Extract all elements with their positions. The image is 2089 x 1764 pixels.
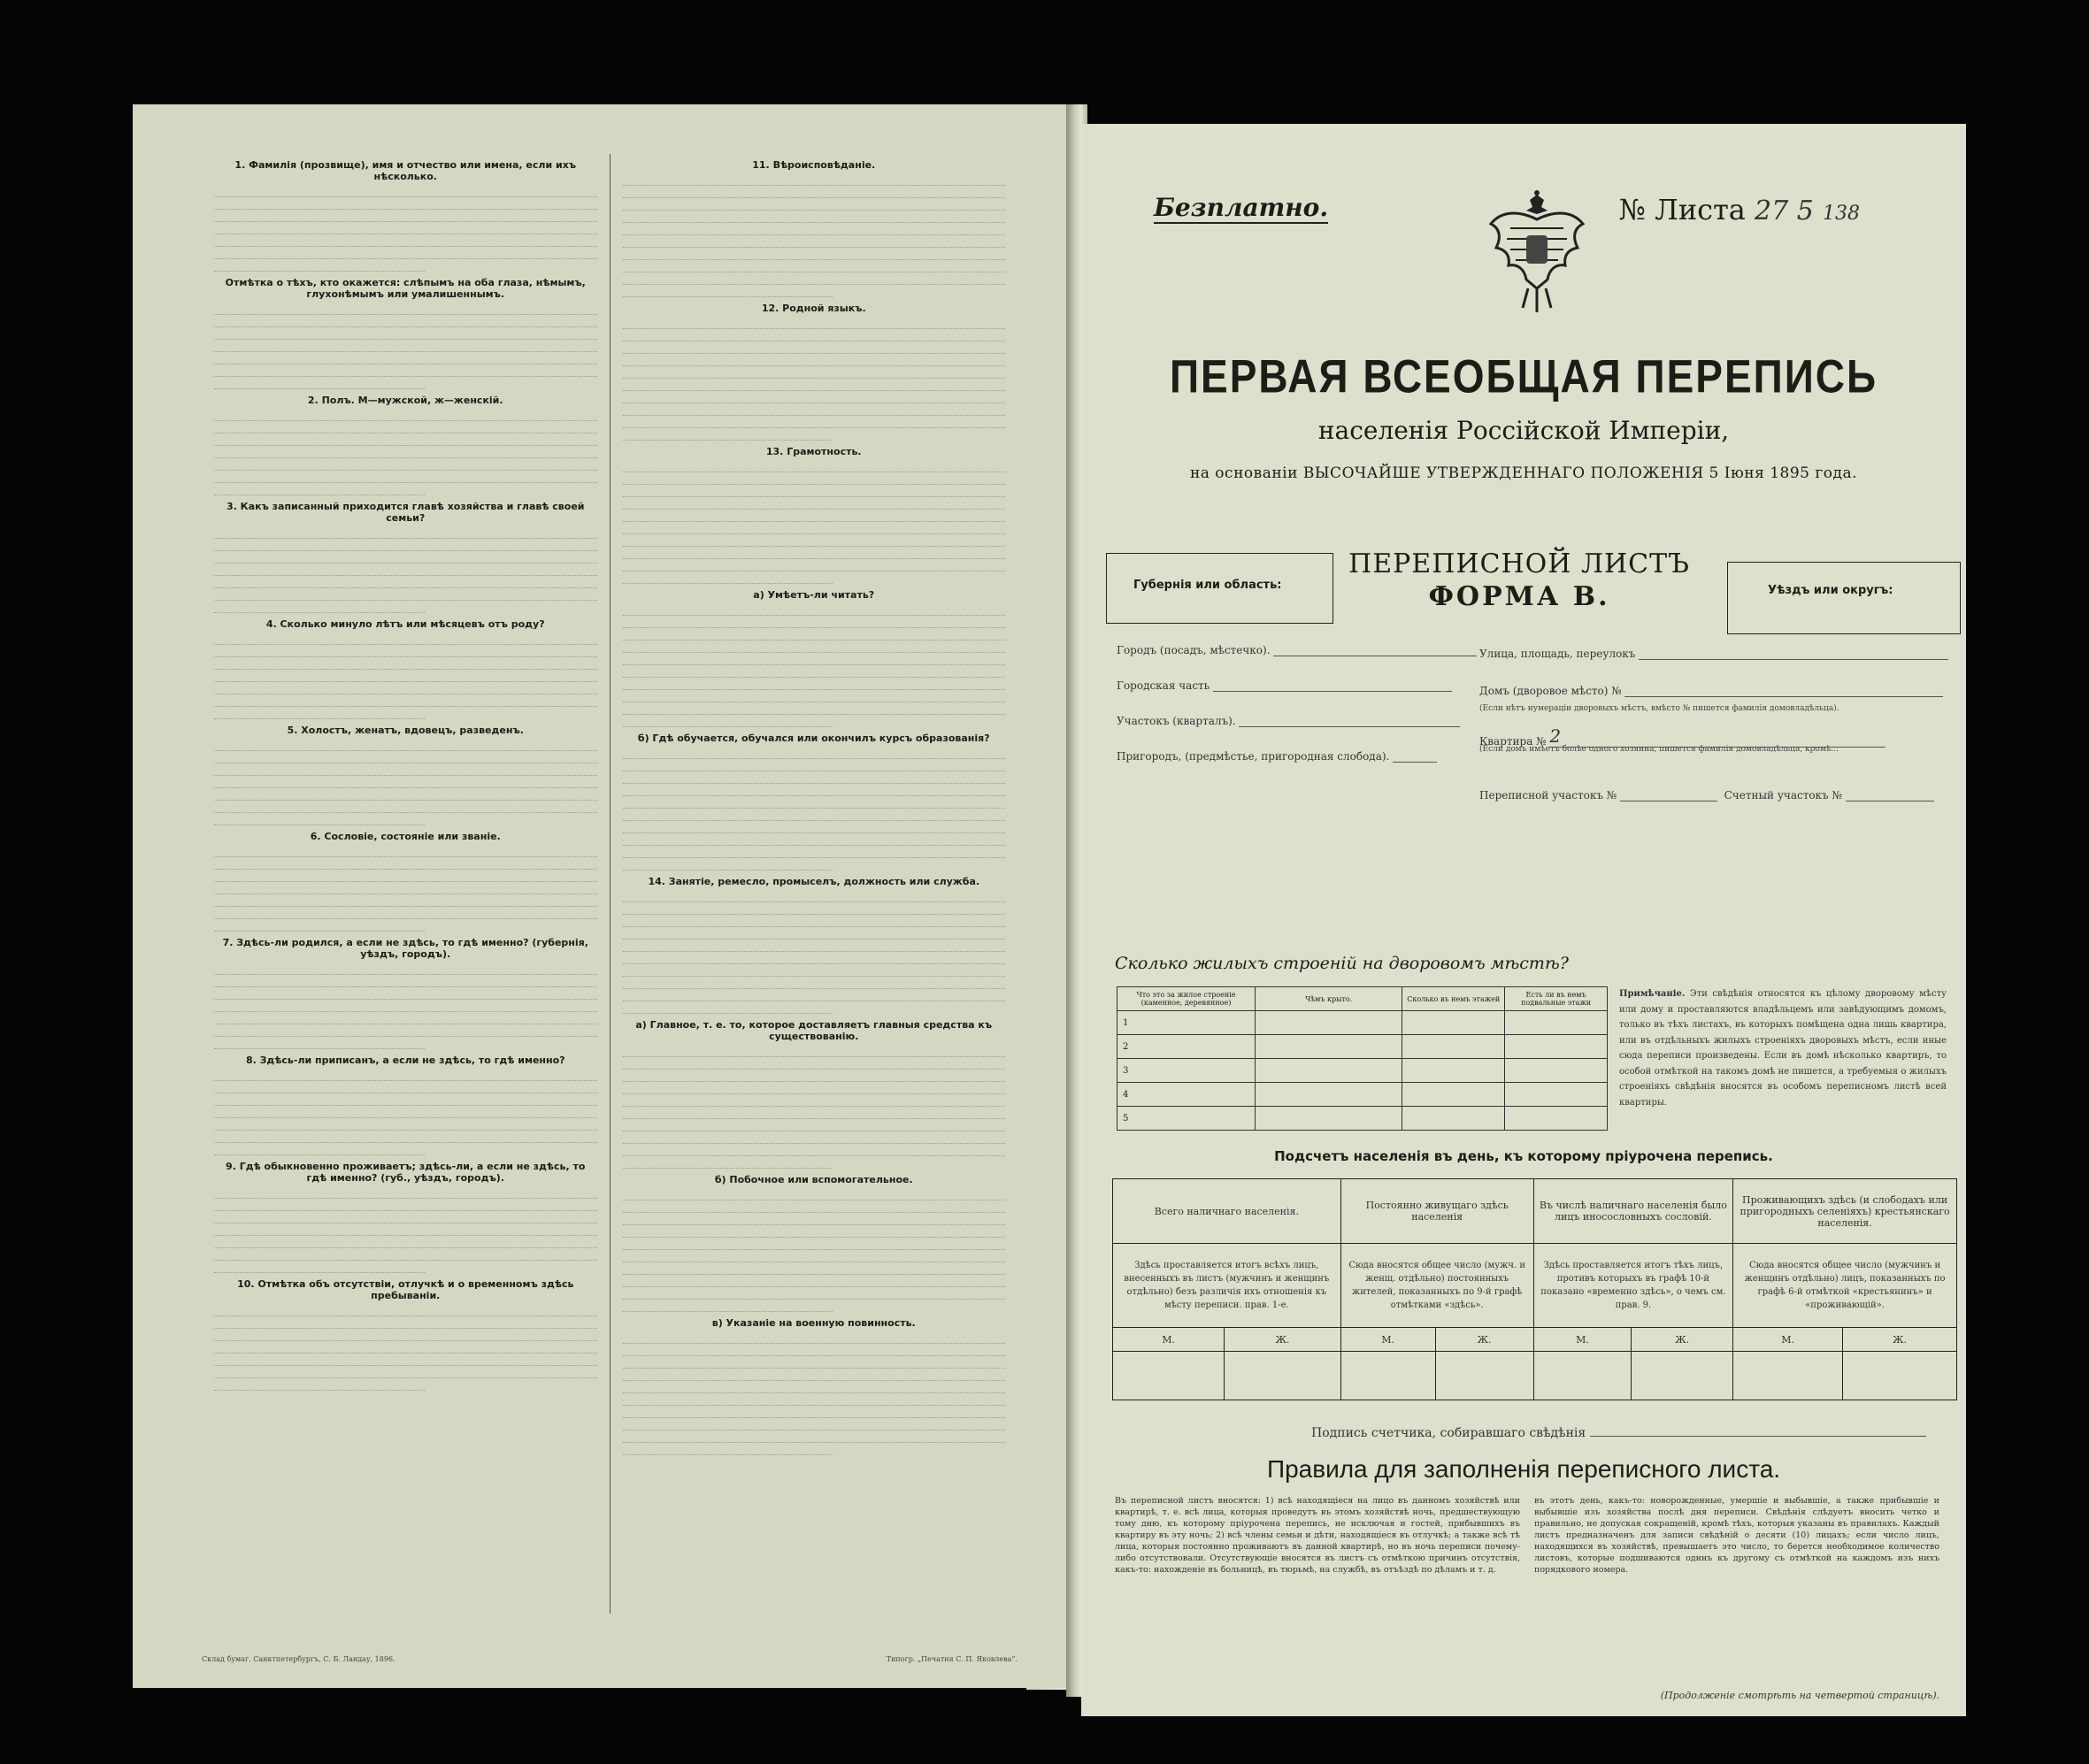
instruction-heading: Отмѣтка о тѣхъ, кто окажется: слѣпымъ на оба глаза, нѣмымъ, глухонѣмымъ или умалишеннымъ. bbox=[225, 277, 586, 300]
female-count-cell[interactable] bbox=[1843, 1352, 1957, 1400]
buildings-row bbox=[1117, 1011, 1608, 1035]
buildings-cell[interactable] bbox=[1402, 1083, 1505, 1107]
enumerator-signature[interactable]: Подпись счетчика, собиравшаго свѣдѣнія bbox=[1311, 1426, 1926, 1440]
instruction-heading: 2. Полъ. М—мужской, ж—женскій. bbox=[307, 395, 503, 406]
instruction-heading: б) Гдѣ обучается, обучался или окончилъ курсъ образованія? bbox=[637, 732, 990, 744]
buildings-cell[interactable] bbox=[1402, 1059, 1505, 1083]
buildings-row bbox=[1117, 1083, 1608, 1107]
instruction-text-block bbox=[623, 461, 1006, 584]
form-title: ПЕРЕПИСНОЙ ЛИСТЪ bbox=[1348, 548, 1690, 579]
male-col-label: М. bbox=[1113, 1328, 1225, 1352]
female-col-label: Ж. bbox=[1435, 1328, 1533, 1352]
instruction-columns bbox=[202, 154, 1018, 1614]
population-col-header: Въ числѣ наличнаго населенія было лицъ иносословныхъ сословій. bbox=[1533, 1179, 1732, 1244]
buildings-col-basement: Есть ли въ немъ подвальные этажи bbox=[1505, 987, 1608, 1011]
population-col-description: Сюда вносятся общее число (мужчинъ и женщинъ отдѣльно) лицъ, показанныхъ по графѣ 6-й отмѣткой «крестьянинъ» и «проживающій». bbox=[1733, 1244, 1957, 1328]
instruction-text-block bbox=[214, 1187, 597, 1273]
uezd-box bbox=[1727, 562, 1961, 634]
form-letter: ФОРМА В. bbox=[1428, 581, 1610, 612]
apartment-field[interactable]: Квартира № 2 bbox=[1479, 725, 1885, 748]
census-subtitle: населенія Россійской Имперіи, bbox=[1317, 416, 1730, 445]
instruction-text-block bbox=[623, 1332, 1006, 1455]
buildings-cell[interactable] bbox=[1256, 1083, 1402, 1107]
imperial-eagle-emblem-icon bbox=[1484, 184, 1590, 317]
census-legal-basis: на основаніи ВЫСОЧАЙШЕ УТВЕРЖДЕННАГО ПОЛОЖЕНІЯ 5 Іюня 1895 года. bbox=[1189, 464, 1858, 482]
buildings-cell[interactable] bbox=[1256, 1011, 1402, 1035]
instruction-text-block bbox=[623, 604, 1006, 727]
instruction-heading: 7. Здѣсь-ли родился, а если не здѣсь, то гдѣ именно? (губернія, уѣздъ, городъ). bbox=[222, 937, 588, 960]
city-part-field[interactable]: Городская часть bbox=[1117, 679, 1452, 692]
buildings-table bbox=[1117, 986, 1608, 1131]
city-field[interactable]: Городъ (посадъ, мѣстечко). bbox=[1117, 644, 1477, 656]
houses-question: Сколько жилыхъ строеній на дворовомъ мѣстѣ? bbox=[1115, 954, 1569, 973]
uezd-label: Уѣздъ или округъ: bbox=[1768, 584, 1893, 597]
sheet-number-handwritten: 27 5 bbox=[1755, 196, 1814, 226]
buildings-note bbox=[1619, 986, 1947, 1110]
guberniya-label: Губернія или область: bbox=[1133, 579, 1282, 592]
male-col-label: М. bbox=[1340, 1328, 1435, 1352]
instruction-heading: в) Указаніе на военную повинность. bbox=[711, 1317, 916, 1329]
instruction-text-block bbox=[623, 318, 1006, 441]
instruction-text-block bbox=[214, 963, 597, 1049]
buildings-row-number: 2 bbox=[1117, 1035, 1256, 1059]
instruction-heading: 3. Какъ записанный приходится главѣ хозяйства и главѣ своей семьи? bbox=[227, 501, 585, 524]
instruction-heading: б) Побочное или вспомогательное. bbox=[714, 1174, 913, 1185]
buildings-cell[interactable] bbox=[1256, 1059, 1402, 1083]
buildings-cell[interactable] bbox=[1256, 1107, 1402, 1131]
district-field[interactable]: Участокъ (кварталъ). bbox=[1117, 715, 1460, 727]
female-col-label: Ж. bbox=[1632, 1328, 1733, 1352]
buildings-col-floors: Сколько въ немъ этажей bbox=[1402, 987, 1505, 1011]
instruction-heading: 10. Отмѣтка объ отсутствіи, отлучкѣ и о временномъ здѣсь пребываніи. bbox=[237, 1278, 574, 1301]
buildings-cell[interactable] bbox=[1505, 1011, 1608, 1035]
rules-column-1: Въ переписной листъ вносятся: 1) всѣ находящіеся на лицо въ данномъ хозяйствѣ или квартирѣ, т. е. всѣ лица, которыя проведутъ въ этомъ хозяйствѣ ночь, предшествующую тому дню, къ которому пріурочена перепись, не исключая и гостей, прибывшихъ въ квартиру въ эту ночь; 2) всѣ члены семьи и дѣти, находящіеся въ отлучкѣ; а также всѣ тѣ лица, которыя постоянно проживаютъ въ данной квартирѣ, но въ ночь переписи почему-либо отсутствовали. Отсутствующіе вносятся въ листъ съ отмѣткою причинъ отсутствія, какъ-то: нахожденіе въ больницѣ, въ тюрьмѣ, на службѣ, въ отъѣздѣ по дѣламъ и т. д. bbox=[1115, 1496, 1520, 1575]
census-title: ПЕРВАЯ ВСЕОБЩАЯ ПЕРЕПИСЬ bbox=[1169, 349, 1878, 403]
printer-note-left: Склад бумаг. Санктпетербургъ, С. Б. Ландау, 1896. bbox=[202, 1655, 396, 1663]
instruction-text-block bbox=[214, 740, 597, 825]
instruction-heading: 6. Сословіе, состояніе или званіе. bbox=[310, 831, 501, 842]
male-count-cell[interactable] bbox=[1733, 1352, 1843, 1400]
instruction-text-block bbox=[214, 1305, 597, 1391]
instruction-text-block bbox=[214, 186, 597, 272]
buildings-cell[interactable] bbox=[1505, 1083, 1608, 1107]
buildings-col-roof: Чѣмъ крыто. bbox=[1256, 987, 1402, 1011]
rules-continued-note: (Продолженіе смотрѣть на четвертой страницѣ). bbox=[1660, 1690, 1939, 1701]
rules-columns bbox=[1115, 1495, 1939, 1681]
buildings-row-number: 4 bbox=[1117, 1083, 1256, 1107]
street-field[interactable]: Улица, площадь, переулокъ bbox=[1479, 648, 1948, 660]
population-count-heading: Подсчетъ населенія въ день, къ которому пріурочена перепись. bbox=[1274, 1148, 1773, 1164]
male-count-cell[interactable] bbox=[1340, 1352, 1435, 1400]
instruction-heading: 13. Грамотность. bbox=[765, 446, 862, 457]
note-text: Эти свѣдѣнія относятся къ цѣлому дворовому мѣсту или дому и проставляются владѣльцемъ или завѣдующимъ домомъ, только въ тѣхъ листахъ, въ которыхъ помѣщена одна лишь квартира, или въ отдѣльныхъ жилыхъ строеніяхъ дворовыхъ мѣстъ, если иные сюда переписи произведены. Если въ домѣ нѣсколько квартиръ, то особой отмѣткой на такомъ домѣ не пишется, а требуемыя о жилыхъ строеніяхъ свѣдѣнія вносятся въ особомъ переписномъ листѣ всей квартиры. bbox=[1619, 989, 1947, 1108]
instruction-text-block bbox=[214, 303, 597, 389]
female-col-label: Ж. bbox=[1225, 1328, 1340, 1352]
population-col-header: Всего наличнаго населенія. bbox=[1113, 1179, 1341, 1244]
buildings-cell[interactable] bbox=[1402, 1035, 1505, 1059]
population-col-header: Проживающихъ здѣсь (и слободахъ или пригородныхъ селеніяхъ) крестьянскаго населенія. bbox=[1733, 1179, 1957, 1244]
male-col-label: М. bbox=[1533, 1328, 1632, 1352]
buildings-cell[interactable] bbox=[1402, 1011, 1505, 1035]
instruction-text-block bbox=[623, 174, 1006, 297]
instruction-column-2 bbox=[611, 154, 1018, 1614]
instruction-heading: 11. Вѣроисповѣданіе. bbox=[752, 159, 876, 171]
male-count-cell[interactable] bbox=[1113, 1352, 1225, 1400]
instruction-text-block bbox=[214, 633, 597, 719]
instruction-heading: 1. Фамилія (прозвище), имя и отчество или имена, если ихъ нѣсколько. bbox=[234, 159, 577, 182]
buildings-cell[interactable] bbox=[1505, 1059, 1608, 1083]
sheet-number bbox=[1619, 193, 1860, 226]
buildings-cell[interactable] bbox=[1505, 1107, 1608, 1131]
right-page-census-form bbox=[1081, 124, 1966, 1716]
male-count-cell[interactable] bbox=[1533, 1352, 1632, 1400]
apartment-number-handwritten: 2 bbox=[1549, 725, 1562, 747]
buildings-row bbox=[1117, 1107, 1608, 1131]
buildings-cell[interactable] bbox=[1505, 1035, 1608, 1059]
note-label: Примѣчаніе. bbox=[1619, 989, 1686, 999]
apartment-note: (Если домъ имѣетъ болѣе одного хозяина, пишется фамилія домовладѣльца, кромѣ... bbox=[1479, 745, 1839, 754]
instruction-text-block bbox=[214, 527, 597, 613]
population-col-header: Постоянно живущаго здѣсь населенія bbox=[1340, 1179, 1533, 1244]
population-col-description: Здѣсь проставляется итогъ всѣхъ лицъ, внесенныхъ въ листъ (мужчинъ и женщинъ отдѣльно) безъ различія ихъ отношенія къ мѣсту переписи. прав. 1-е. bbox=[1113, 1244, 1341, 1328]
house-number-note: (Если нѣтъ нумераціи дворовыхъ мѣстъ, вмѣсто № пишется фамилія домовладѣльца). bbox=[1479, 704, 1839, 713]
buildings-cell[interactable] bbox=[1256, 1035, 1402, 1059]
population-col-description: Здѣсь проставляется итогъ тѣхъ лицъ, противъ которыхъ въ графѣ 10-й показано «временно здѣсь», о чемъ см. прав. 9. bbox=[1533, 1244, 1732, 1328]
house-number-field[interactable]: Домъ (дворовое мѣсто) № bbox=[1479, 685, 1943, 697]
female-count-cell[interactable] bbox=[1225, 1352, 1340, 1400]
female-count-cell[interactable] bbox=[1435, 1352, 1533, 1400]
buildings-row bbox=[1117, 1059, 1608, 1083]
instruction-text-block bbox=[214, 846, 597, 932]
rules-title: Правила для заполненія переписного листа. bbox=[1266, 1455, 1781, 1483]
female-col-label: Ж. bbox=[1843, 1328, 1957, 1352]
instruction-heading: а) Главное, т. е. то, которое доставляетъ главныя средства къ существованію. bbox=[635, 1019, 993, 1042]
population-col-description: Сюда вносятся общее число (мужч. и женщ. отдѣльно) постоянныхъ жителей, показанныхъ по 9-й графѣ отмѣтками «здѣсь». bbox=[1340, 1244, 1533, 1328]
instruction-column-1 bbox=[202, 154, 610, 1614]
suburb-field[interactable]: Пригородъ, (предмѣстье, пригородная слобода). bbox=[1117, 750, 1437, 763]
buildings-row-number: 3 bbox=[1117, 1059, 1256, 1083]
instruction-heading: 4. Сколько минуло лѣтъ или мѣсяцевъ отъ роду? bbox=[265, 618, 545, 630]
left-page-footer bbox=[202, 1655, 1018, 1663]
left-page-instructions bbox=[133, 104, 1071, 1688]
instruction-heading: 14. Занятіе, ремесло, промыселъ, должность или служба. bbox=[648, 876, 980, 887]
instruction-text-block bbox=[623, 1046, 1006, 1169]
buildings-cell[interactable] bbox=[1402, 1107, 1505, 1131]
population-count-table bbox=[1112, 1178, 1957, 1400]
instruction-heading: 9. Гдѣ обыкновенно проживаетъ; здѣсь-ли, а если не здѣсь, то гдѣ именно? (губ., уѣздъ, городъ). bbox=[226, 1161, 586, 1184]
instruction-text-block bbox=[623, 748, 1006, 870]
buildings-row-number: 1 bbox=[1117, 1011, 1256, 1035]
male-col-label: М. bbox=[1733, 1328, 1843, 1352]
female-count-cell[interactable] bbox=[1632, 1352, 1733, 1400]
printer-note-right: Типогр. „Печатня С. П. Яковлева“. bbox=[886, 1655, 1018, 1663]
rules-column-2: въ этотъ день, какъ-то: новорожденные, умершіе и выбывшіе, а также прибывшіе и выбывшіе изъ хозяйства послѣ дня переписи. Свѣдѣнія слѣдуетъ вносить четко и правильно, не допуская сокращеній, кромѣ тѣхъ, которыя указаны въ правилахъ. Каждый листъ предназначенъ для записи свѣдѣній о десяти (10) лицахъ; если число лицъ, находящихся въ хозяйствѣ, превышаетъ это число, то берется необходимое количество листовъ, которые подшиваются одинъ къ другому съ отмѣткой на каждомъ изъ нихъ порядкового номера. bbox=[1534, 1496, 1939, 1575]
census-district-field[interactable]: Переписной участокъ № Счетный участокъ № bbox=[1479, 789, 1934, 801]
instruction-heading: а) Умѣетъ-ли читать? bbox=[753, 589, 875, 601]
instruction-text-block bbox=[214, 1070, 597, 1155]
guberniya-box bbox=[1106, 553, 1333, 624]
instruction-heading: 5. Холостъ, женатъ, вдовецъ, разведенъ. bbox=[287, 725, 524, 736]
instruction-heading: 12. Родной языкъ. bbox=[761, 303, 866, 314]
buildings-row-number: 5 bbox=[1117, 1107, 1256, 1131]
sheet-number-handwritten-2: 138 bbox=[1823, 203, 1860, 225]
instruction-heading: 8. Здѣсь-ли приписанъ, а если не здѣсь, то гдѣ именно? bbox=[245, 1055, 565, 1066]
sheet-number-label: № Листа bbox=[1618, 193, 1746, 226]
form-title-block bbox=[1333, 548, 1705, 612]
instruction-text-block bbox=[623, 1189, 1006, 1312]
instruction-text-block bbox=[214, 410, 597, 495]
buildings-row bbox=[1117, 1035, 1608, 1059]
instruction-text-block bbox=[623, 891, 1006, 1014]
free-label: Безплатно. bbox=[1154, 193, 1329, 222]
buildings-col-type: Что это за жилое строеніе (каменное, деревянное) bbox=[1117, 987, 1256, 1011]
